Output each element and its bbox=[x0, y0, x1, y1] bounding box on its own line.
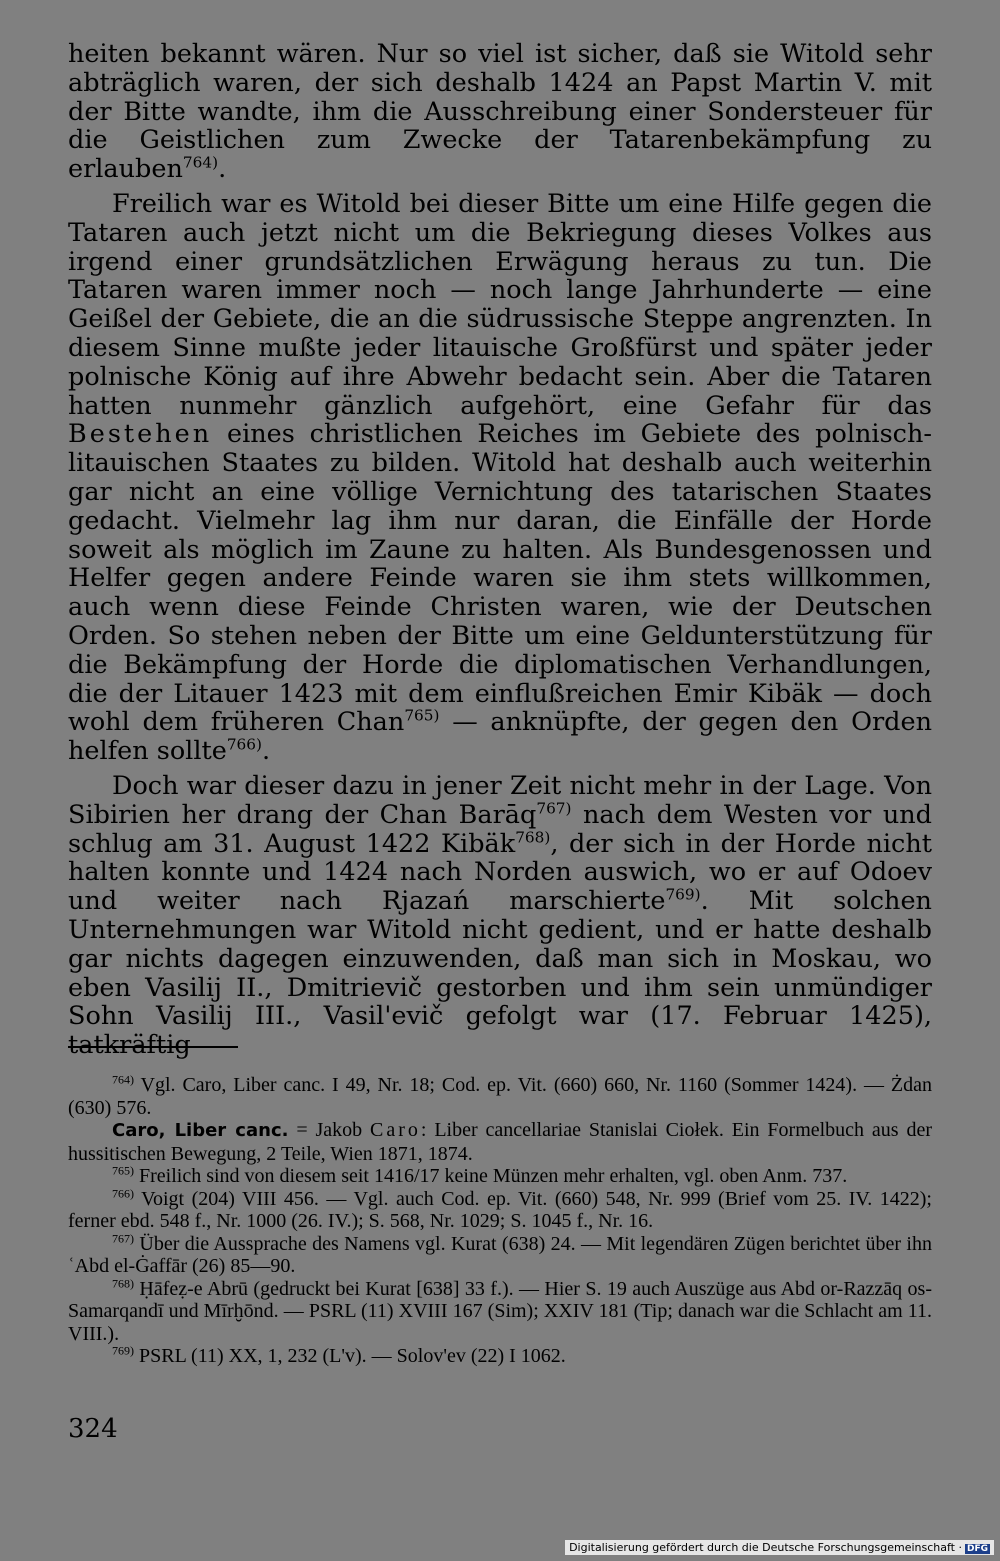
paragraph-2-cont2: — anknüpfte, der gegen den Orden helfen sollte bbox=[68, 707, 932, 767]
paragraph-2-cont: eines christlichen Reiches im Gebiete des polnisch-litauischen Staates zu bilden. Witold hat deshalb auch weiterhin gar nicht an eine völlige Vernichtung des tatarischen Staates gedacht. Vielmehr lag ihm nur daran, die Einfälle der Horde soweit als möglich im Zaune zu halten. Als Bundesgenossen und Helfer gegen andere Feinde waren sie ihm stets willkommen, auch wenn diese Feinde Christen waren, wie der Deutschen Orden. So stehen neben der Bitte um eine Geldunterstützung für die Bekämpfung der Horde die diplomatischen Verhandlungen, die der Litauer 1423 mit dem einflußreichen Emir Kibäk — doch wohl dem früheren Chan bbox=[68, 419, 932, 738]
main-text bbox=[68, 40, 932, 1066]
abbreviation-note bbox=[68, 1119, 932, 1165]
footnote-768 bbox=[68, 1275, 932, 1346]
footnote-number: 769) bbox=[112, 1343, 134, 1358]
footnote-ref-768[interactable]: 768) bbox=[515, 828, 551, 847]
footnote-769 bbox=[68, 1345, 932, 1368]
footnote-text: Voigt (204) VIII 456. — Vgl. auch Cod. ep. Vit. (660) 548, Nr. 999 (Brief vom 25. IV. 1422); ferner ebd. 548 f., Nr. 1000 (26. IV.); S. 568, Nr. 1029; S. 1045 f., Nr. 16. bbox=[68, 1187, 932, 1232]
paragraph-3-text: Doch war dieser dazu in jener Zeit nicht mehr in der Lage. Von Sibirien her drang der Chan Barāq bbox=[68, 770, 932, 830]
footnote-text: PSRL (11) XX, 1, 232 (L'v). — Solov'ev (22) I 1062. bbox=[134, 1345, 566, 1367]
paragraph-3-cont2: , der sich in der Horde nicht halten konnte und 1424 nach Norden auswich, wo er auf Odoev und weiter nach Rjazań marschierte bbox=[68, 828, 932, 917]
footnote-ref-766[interactable]: 766) bbox=[226, 735, 262, 754]
footnote-765 bbox=[68, 1165, 932, 1188]
footnote-divider bbox=[68, 1046, 238, 1048]
footnote-767 bbox=[68, 1230, 932, 1278]
punct: . bbox=[262, 736, 271, 767]
dfg-footer bbox=[565, 1540, 994, 1555]
abbreviation-term: Caro, Liber canc. bbox=[112, 1120, 289, 1141]
footnote-ref-764[interactable]: 764) bbox=[182, 153, 219, 172]
paragraph-1 bbox=[68, 40, 932, 184]
paragraph-2-text: Freilich war es Witold bei dieser Bitte um eine Hilfe gegen die Tataren auch jetzt nicht um die Bekriegung dieses Volkes aus irgend einer grundsätzlichen Erwägung heraus zu tun. Die Tataren waren immer noch — noch lange Jahrhunderte — eine Geißel der Gebiete, die an die südrussische Steppe angrenzten. In diesem Sinne mußte jeder litauische Großfürst und später jeder polnische König auf ihre Abwehr bedacht sein. Aber die Tataren hatten nunmehr gänzlich aufgehört, eine Gefahr für das bbox=[68, 188, 932, 421]
paragraph-3-cont1: nach dem Westen vor und schlug am 31. August 1422 Kibäk bbox=[68, 799, 933, 859]
footnote-text: Ḥāfeẓ-e Abrū (gedruckt bei Kurat [638] 33 f.). — Hier S. 19 auch Auszüge aus Abd or-Razzāq os-Samarqandī und Mīrḫōnd. — PSRL (11) XVIII 167 (Sim); XXIV 181 (Tip; danach war die Schlacht am 11. VIII.). bbox=[68, 1277, 932, 1345]
page-number: 324 bbox=[68, 1414, 118, 1444]
spaced-emphasis: Bestehen bbox=[68, 419, 213, 450]
footnote-number: 767) bbox=[112, 1230, 134, 1245]
paragraph-3 bbox=[68, 772, 932, 1060]
footnote-number: 765) bbox=[112, 1163, 134, 1178]
paragraph-1-text: heiten bekannt wären. Nur so viel ist sicher, daß sie Witold sehr abträglich waren, der sich deshalb 1424 an Papst Martin V. mit der Bitte wandte, ihm die Ausschreibung einer Sondersteuer für die Geistlichen zum Zwecke der Tatarenbekämpfung zu erlauben bbox=[68, 39, 932, 185]
footnote-number: 764) bbox=[112, 1072, 134, 1087]
footnote-ref-769[interactable]: 769) bbox=[665, 885, 701, 904]
punct: . bbox=[218, 154, 227, 185]
footnotes bbox=[68, 1074, 932, 1368]
footnote-766 bbox=[68, 1185, 932, 1233]
footnote-text: Vgl. Caro, Liber canc. I 49, Nr. 18; Cod. ep. Vit. (660) 660, Nr. 1160 (Sommer 1424). — Żdan (630) 576. bbox=[68, 1074, 932, 1119]
dfg-logo: DFG bbox=[966, 1544, 988, 1554]
abbreviation-eq: = Jakob bbox=[288, 1119, 370, 1141]
footnote-text: Über die Aussprache des Namens vgl. Kurat (638) 24. — Mit legendären Zügen berichtet über ihn ʿAbd el-Ġaffār (26) 85—90. bbox=[68, 1232, 932, 1277]
paragraph-2 bbox=[68, 190, 932, 766]
footnote-ref-767[interactable]: 767) bbox=[536, 799, 572, 818]
footnote-text: Freilich sind von diesem seit 1416/17 keine Münzen mehr erhalten, vgl. oben Anm. 737. bbox=[134, 1165, 848, 1187]
footer-text: Digitalisierung gefördert durch die Deutsche Forschungsgemeinschaft · bbox=[569, 1541, 962, 1554]
footnote-764 bbox=[68, 1074, 932, 1119]
paragraph-3-cont3: . Mit solchen Unternehmungen war Witold nicht gedient, und er hatte deshalb gar nichts dagegen einzuwenden, daß man sich in Moskau, wo eben Vasilij II., Dmitrievič gestorben und ihm sein unmündiger Sohn Vasilij III., Vasil'evič gefolgt war (17. Februar 1425), tatkräftig bbox=[68, 886, 932, 1061]
footnote-ref-765[interactable]: 765) bbox=[404, 706, 440, 725]
footnote-number: 768) bbox=[112, 1275, 134, 1290]
abbreviation-author: Caro bbox=[370, 1119, 421, 1141]
abbreviation-text: : Liber cancellariae Stanislai Ciołek. Ein Formelbuch aus der hussitischen Bewegung, 2 Teile, Wien 1871, 1874. bbox=[68, 1119, 932, 1165]
footnote-number: 766) bbox=[112, 1185, 134, 1200]
